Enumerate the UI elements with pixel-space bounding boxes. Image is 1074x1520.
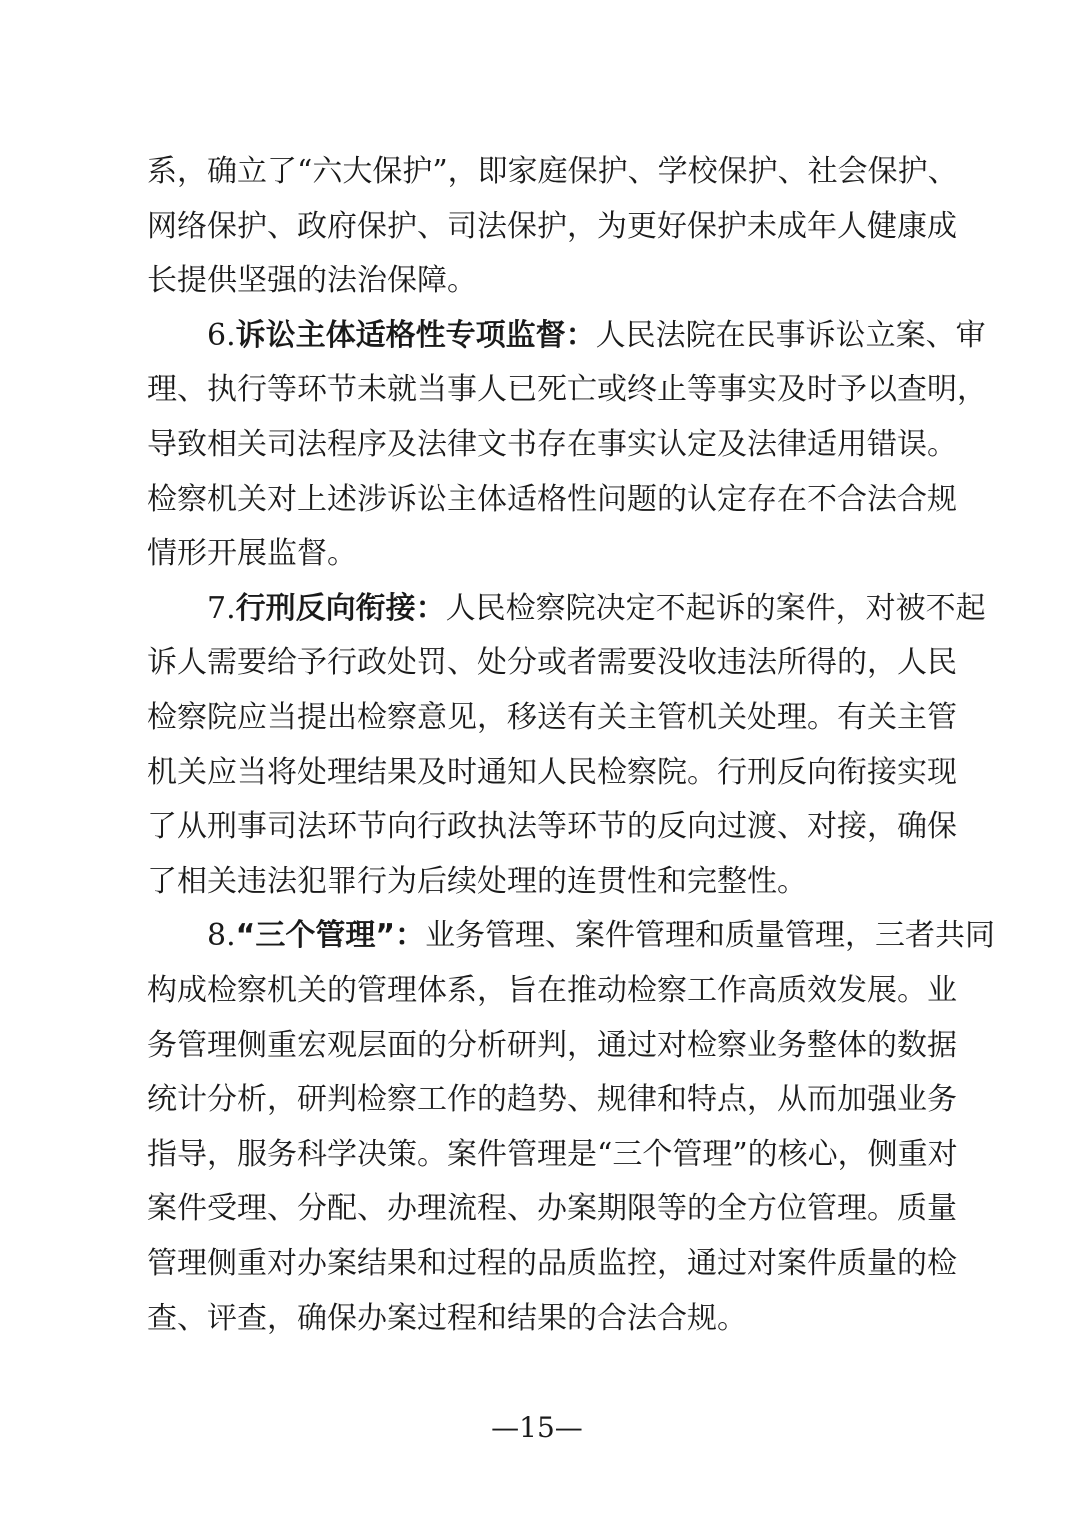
text-run: 情形开展监督。 (147, 536, 357, 572)
text-line (147, 259, 933, 303)
text-line (147, 1024, 957, 1068)
text-run: 理、执行等环节未就当事人已死亡或终止等事实及时予以查明， (147, 372, 987, 408)
text-line (147, 1297, 933, 1341)
text-run: 务管理侧重宏观层面的分析研判，通过对检察业务整体的数据 (147, 1027, 957, 1063)
text-run: 业务管理、案件管理和质量管理，三者共同 (425, 918, 996, 954)
text-line (147, 478, 957, 522)
text-line (147, 423, 957, 467)
text-line (147, 1187, 957, 1231)
text-run: 网络保护、政府保护、司法保护，为更好保护未成年人健康成 (147, 208, 957, 244)
term-heading: 诉讼主体适格性专项监督： (235, 317, 596, 353)
term-heading: 行刑反向衔接： (235, 590, 446, 626)
text-line (147, 368, 987, 412)
text-line (147, 1078, 957, 1122)
text-run: 7. (207, 590, 236, 626)
text-line (147, 696, 957, 740)
text-run: 了相关违法犯罪行为后续处理的连贯性和完整性。 (147, 863, 807, 899)
text-line (147, 860, 933, 904)
term-heading: “三个管理”： (235, 918, 426, 954)
text-line (147, 751, 957, 795)
text-line (147, 969, 957, 1013)
page-number: —15— (491, 1411, 583, 1444)
text-line (147, 805, 957, 849)
text-run: 导致相关司法程序及法律文书存在事实认定及法律适用错误。 (147, 427, 957, 462)
text-line (147, 205, 957, 249)
text-line (147, 914, 996, 958)
text-run: 管理侧重对办案结果和过程的品质监控，通过对案件质量的检 (147, 1246, 957, 1281)
text-line (147, 641, 957, 685)
text-run: 机关应当将处理结果及时通知人民检察院。行刑反向衔接实现 (147, 754, 957, 790)
text-run: 案件受理、分配、办理流程、办案期限等的全方位管理。质量 (147, 1191, 957, 1227)
text-line (147, 587, 986, 631)
text-line (147, 150, 958, 194)
text-run: 检察机关对上述涉诉讼主体适格性问题的认定存在不合法合规 (147, 481, 957, 517)
text-line (147, 1133, 958, 1177)
text-run: 诉人需要给予行政处罚、处分或者需要没收违法所得的，人民 (147, 645, 957, 681)
text-line (147, 532, 933, 576)
text-run: 查、评查，确保办案过程和结果的合法合规。 (147, 1300, 747, 1336)
text-line (147, 1242, 957, 1286)
text-run: 系，确立了“六大保护”，即家庭保护、学校保护、社会保护、 (147, 154, 958, 189)
text-run: 了从刑事司法环节向行政执法等环节的反向过渡、对接，确保 (147, 809, 957, 845)
text-run: 6. (207, 317, 236, 353)
text-run: 指导，服务科学决策。案件管理是“三个管理”的核心，侧重对 (147, 1136, 958, 1172)
text-line (147, 314, 986, 358)
text-run: 构成检察机关的管理体系，旨在推动检察工作高质效发展。业 (147, 973, 957, 1008)
text-run: 长提供坚强的法治保障。 (147, 263, 477, 299)
text-run: 检察院应当提出检察意见，移送有关主管机关处理。有关主管 (147, 700, 957, 735)
text-run: 8. (207, 918, 236, 954)
text-run: 人民法院在民事诉讼立案、审 (595, 317, 986, 353)
text-run: 人民检察院决定不起诉的案件，对被不起 (445, 590, 986, 626)
text-run: 统计分析，研判检察工作的趋势、规律和特点，从而加强业务 (147, 1082, 957, 1118)
